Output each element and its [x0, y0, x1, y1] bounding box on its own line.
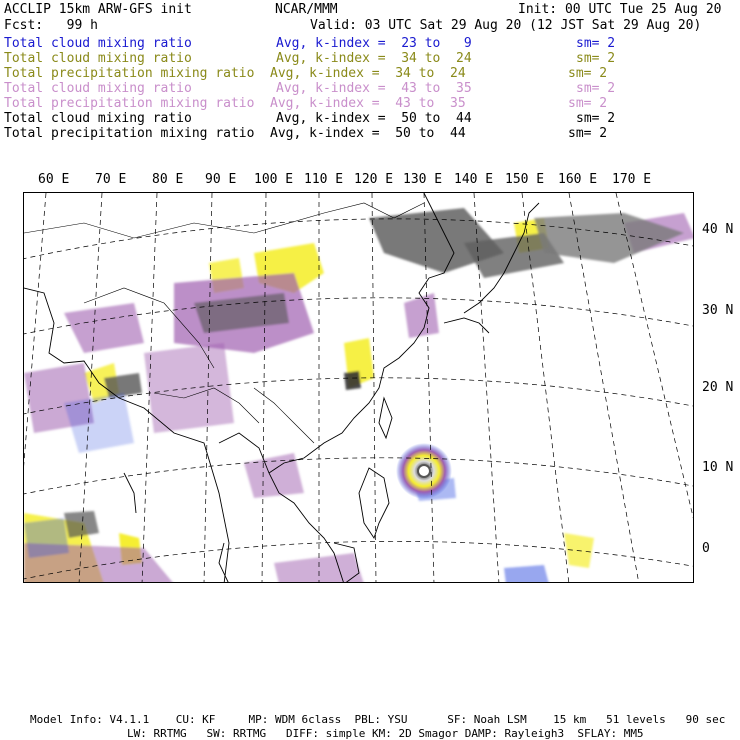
lon-label: 150 E — [505, 172, 545, 187]
map-canvas — [24, 193, 694, 583]
forecast-map — [23, 192, 694, 583]
field-sm: sm= 2 — [568, 66, 608, 81]
lon-label: 80 E — [152, 172, 184, 187]
lat-label: 40 N — [702, 222, 734, 237]
cloud-shading — [24, 208, 694, 583]
field-name: Total precipitation mixing ratio — [4, 66, 255, 81]
lon-label: 130 E — [403, 172, 443, 187]
lon-label: 100 E — [254, 172, 294, 187]
lon-label: 110 E — [304, 172, 344, 187]
field-sm: sm= 2 — [576, 36, 616, 51]
field-avg: Avg, k-index = 50 to 44 — [276, 111, 472, 126]
field-name: Total cloud mixing ratio — [4, 51, 192, 66]
field-name: Total cloud mixing ratio — [4, 81, 192, 96]
valid-time: Valid: 03 UTC Sat 29 Aug 20 (12 JST Sat 29 Aug 20) — [310, 18, 702, 33]
lon-label: 140 E — [454, 172, 494, 187]
lat-label: 20 N — [702, 380, 734, 395]
field-sm: sm= 2 — [568, 96, 608, 111]
lat-label: 10 N — [702, 460, 734, 475]
field-sm: sm= 2 — [576, 111, 616, 126]
lon-label: 60 E — [38, 172, 70, 187]
lon-label: 70 E — [95, 172, 127, 187]
lon-label: 160 E — [558, 172, 598, 187]
model-info-line2: LW: RRTMG SW: RRTMG DIFF: simple KM: 2D Smagor DAMP: Rayleigh3 SFLAY: MM5 — [127, 727, 644, 740]
typhoon-system — [396, 443, 452, 499]
lon-label: 170 E — [612, 172, 652, 187]
field-avg: Avg, k-index = 34 to 24 — [276, 51, 472, 66]
model-title: ACCLIP 15km ARW-GFS init — [4, 2, 192, 17]
field-sm: sm= 2 — [576, 51, 616, 66]
field-name: Total cloud mixing ratio — [4, 111, 192, 126]
field-sm: sm= 2 — [576, 81, 616, 96]
field-avg: Avg, k-index = 23 to 9 — [276, 36, 472, 51]
field-sm: sm= 2 — [568, 126, 608, 141]
center-label: NCAR/MMM — [275, 2, 338, 17]
lat-label: 30 N — [702, 303, 734, 318]
field-avg: Avg, k-index = 43 to 35 — [276, 81, 472, 96]
field-avg: Avg, k-index = 34 to 24 — [270, 66, 466, 81]
lon-label: 120 E — [354, 172, 394, 187]
lon-label: 90 E — [205, 172, 237, 187]
forecast-hour: Fcst: 99 h — [4, 18, 98, 33]
field-name: Total precipitation mixing ratio — [4, 96, 255, 111]
field-avg: Avg, k-index = 50 to 44 — [270, 126, 466, 141]
field-name: Total cloud mixing ratio — [4, 36, 192, 51]
field-avg: Avg, k-index = 43 to 35 — [270, 96, 466, 111]
model-info-line1: Model Info: V4.1.1 CU: KF MP: WDM 6class PBL: YSU SF: Noah LSM 15 km 51 levels 90 sec — [30, 713, 726, 726]
init-time: Init: 00 UTC Tue 25 Aug 20 — [518, 2, 722, 17]
lat-label: 0 — [702, 541, 710, 556]
field-name: Total precipitation mixing ratio — [4, 126, 255, 141]
